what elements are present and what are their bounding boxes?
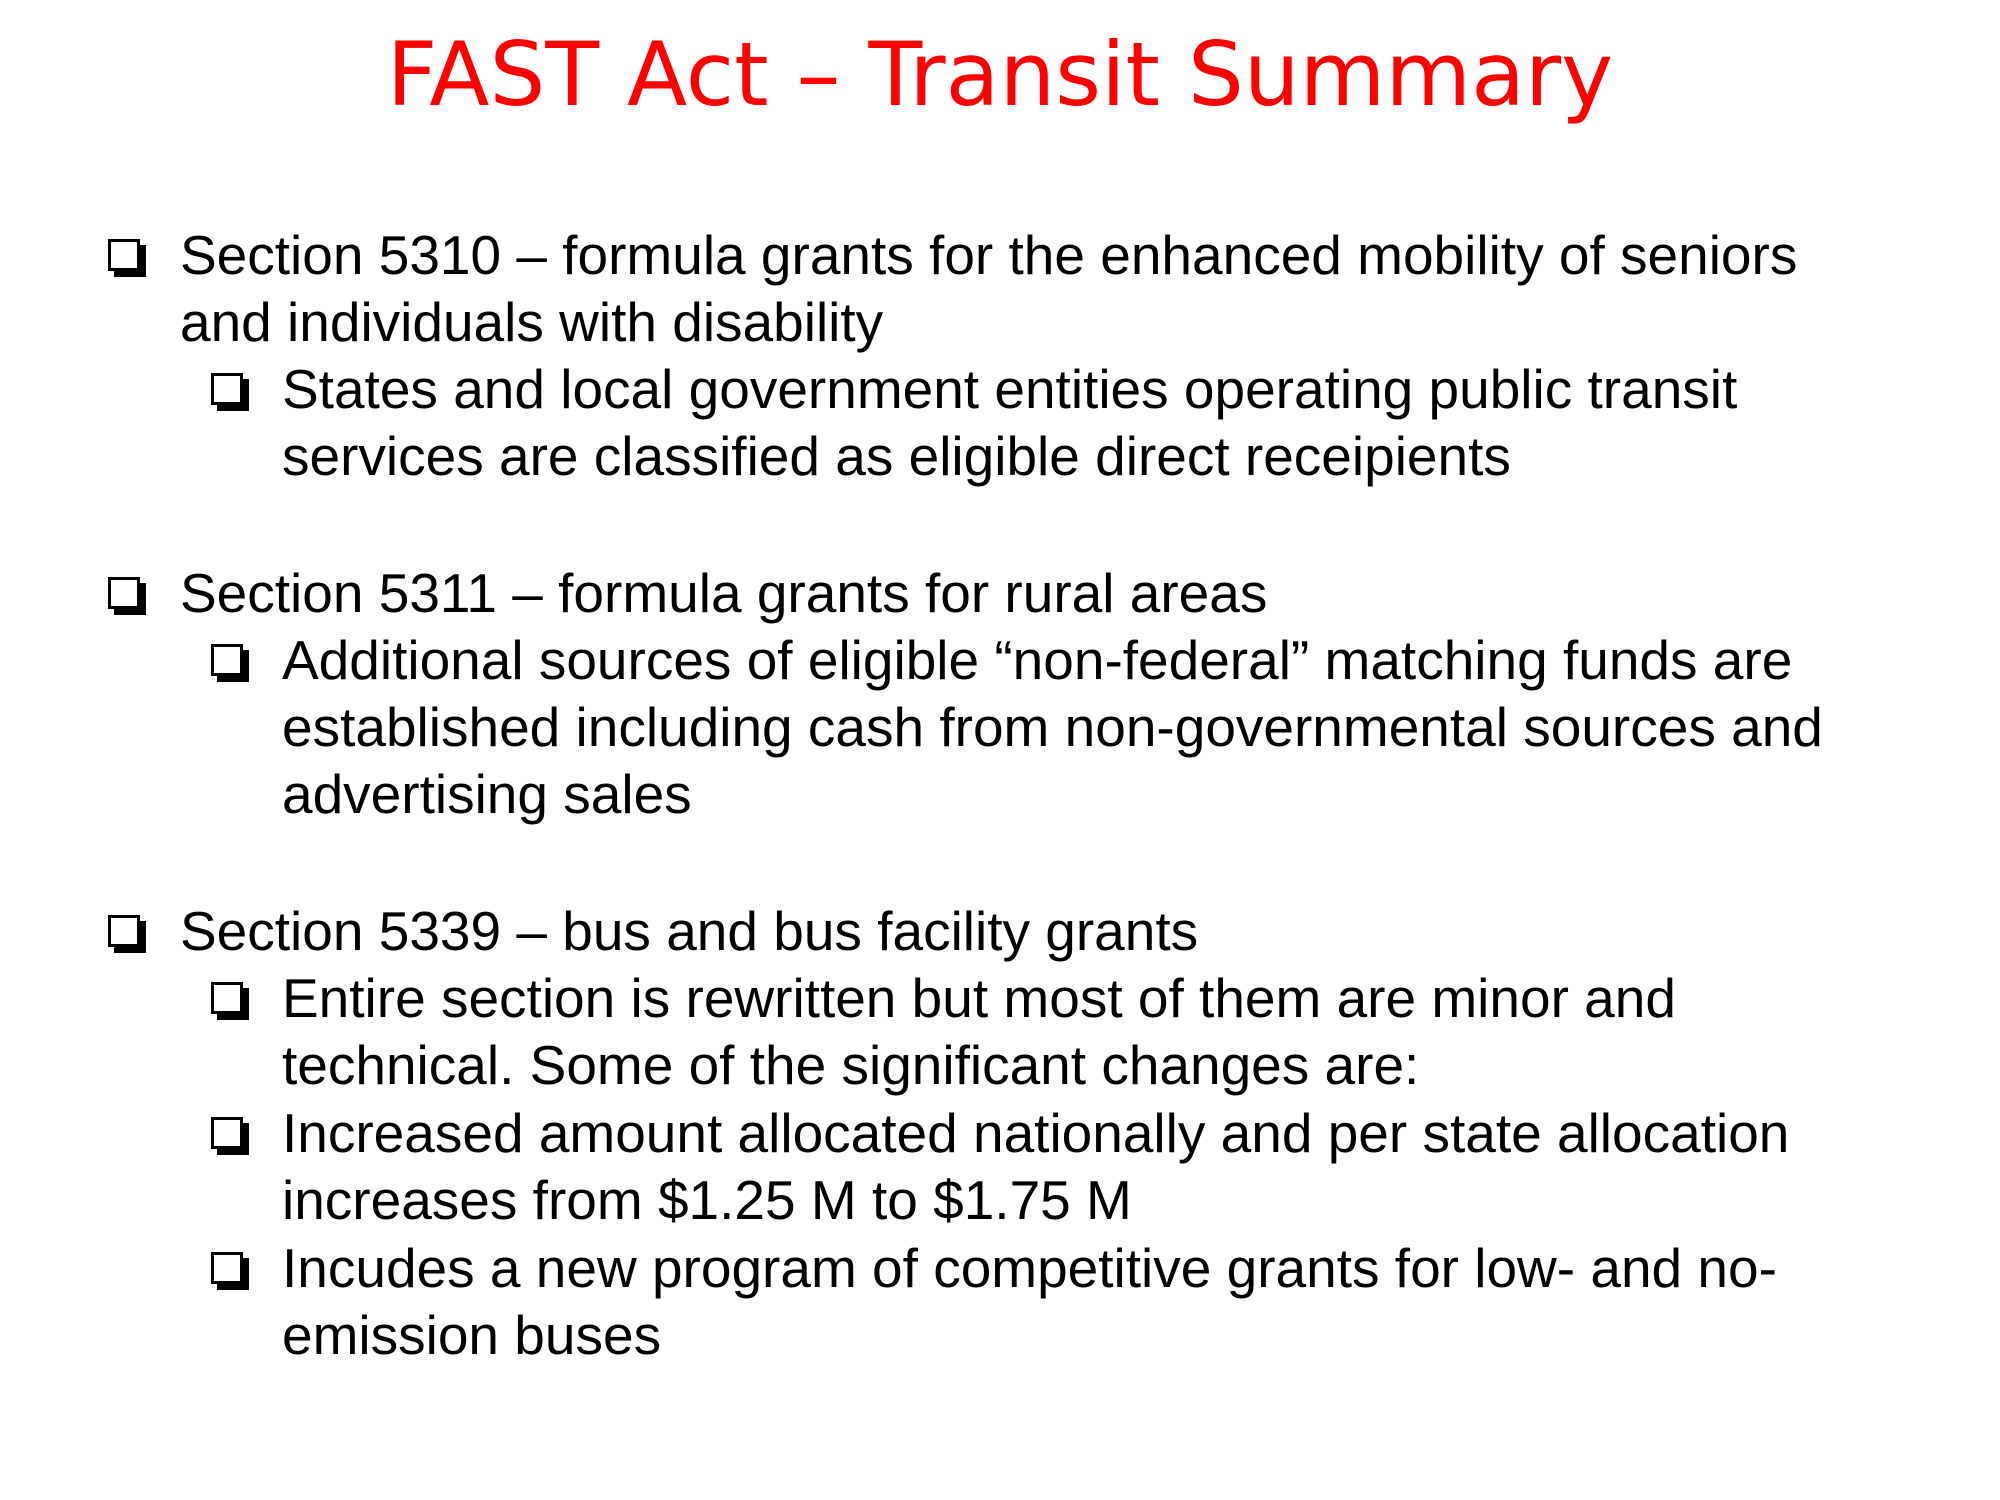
checkbox-square-icon [211,644,243,676]
checkbox-square-icon [108,577,140,609]
section-5310-point-1 [282,356,1882,490]
point-text: Additional sources of eligible “non-federal” matching funds are established including cash from non-governmental sources and advertising sales [282,629,1823,825]
section-heading-text: Section 5310 – formula grants for the enhanced mobility of seniors and individuals with disability [180,224,1798,353]
point-text: Incudes a new program of competitive grants for low- and no-emission buses [282,1237,1777,1366]
checkbox-square-icon [211,1117,243,1149]
section-5311-heading [180,560,1880,627]
slide-title: FAST Act – Transit Summary [386,23,1614,126]
section-5339-point-1 [282,965,1882,1099]
point-text: Increased amount allocated nationally and per state allocation increases from $1.25 M to $1.75 M [282,1102,1790,1231]
section-5339-point-3 [282,1235,1882,1369]
point-text: States and local government entities operating public transit services are classified as eligible direct receipients [282,358,1738,487]
checkbox-square-icon [108,239,140,271]
section-5311-point-1 [282,627,1882,828]
checkbox-square-icon [211,1252,243,1284]
checkbox-square-icon [211,373,243,405]
checkbox-square-icon [108,915,140,947]
section-5339-heading [180,898,1880,965]
section-5339-point-2 [282,1100,1882,1234]
section-heading-text: Section 5311 – formula grants for rural areas [180,562,1268,624]
checkbox-square-icon [211,982,243,1014]
point-text: Entire section is rewritten but most of them are minor and technical. Some of the significant changes are: [282,967,1676,1096]
section-5310-heading [180,222,1880,356]
section-heading-text: Section 5339 – bus and bus facility grants [180,900,1199,962]
